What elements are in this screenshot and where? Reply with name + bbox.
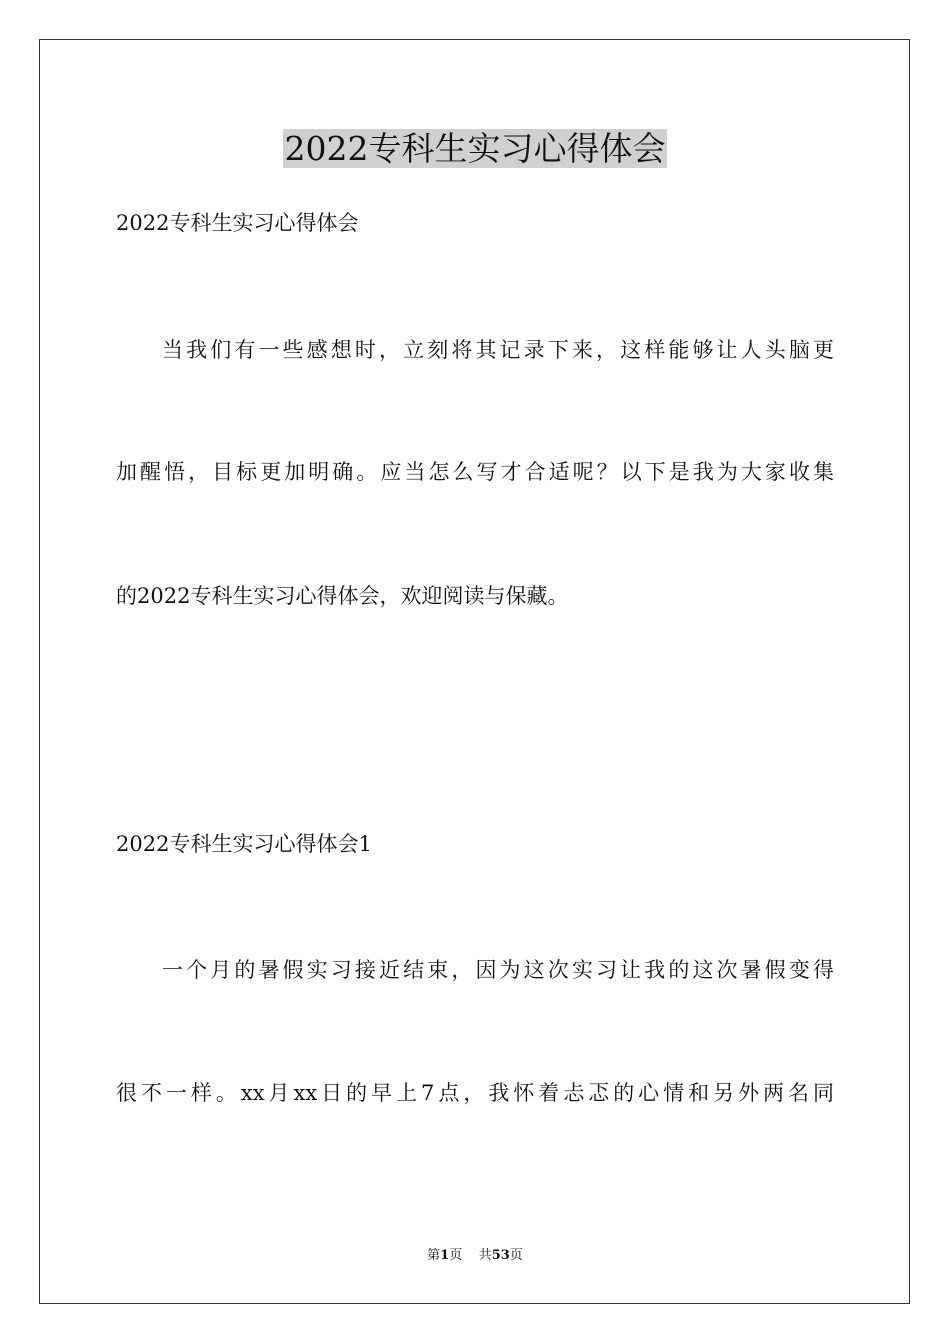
section-1-paragraph-line-1: 一个月的暑假实习接近结束，因为这次实习让我的这次暑假变得 <box>162 958 834 982</box>
document-title <box>0 126 950 172</box>
document-subtitle: 2022专科生实习心得体会 <box>116 211 359 235</box>
section-heading-1: 2022专科生实习心得体会1 <box>116 832 372 856</box>
intro-paragraph-line-2: 加醒悟，目标更加明确。应当怎么写才合适呢？以下是我为大家收集 <box>116 460 834 484</box>
footer-total-prefix: 共 <box>478 1248 492 1263</box>
document-title-text: 2022专科生实习心得体会 <box>284 129 666 168</box>
page-footer <box>0 1247 950 1265</box>
footer-page-number: 1 <box>440 1248 450 1263</box>
section-1-paragraph-line-2: 很不一样。xx月xx日的早上7点，我怀着忐忑的心情和另外两名同 <box>116 1081 834 1105</box>
footer-total-suffix: 页 <box>509 1248 523 1263</box>
footer-page-prefix: 第 <box>427 1248 441 1263</box>
footer-page-suffix: 页 <box>449 1248 463 1263</box>
footer-total-pages: 53 <box>491 1248 510 1263</box>
intro-paragraph-line-3: 的2022专科生实习心得体会，欢迎阅读与保藏。 <box>116 584 569 608</box>
intro-paragraph-line-1: 当我们有一些感想时，立刻将其记录下来，这样能够让人头脑更 <box>162 338 834 362</box>
